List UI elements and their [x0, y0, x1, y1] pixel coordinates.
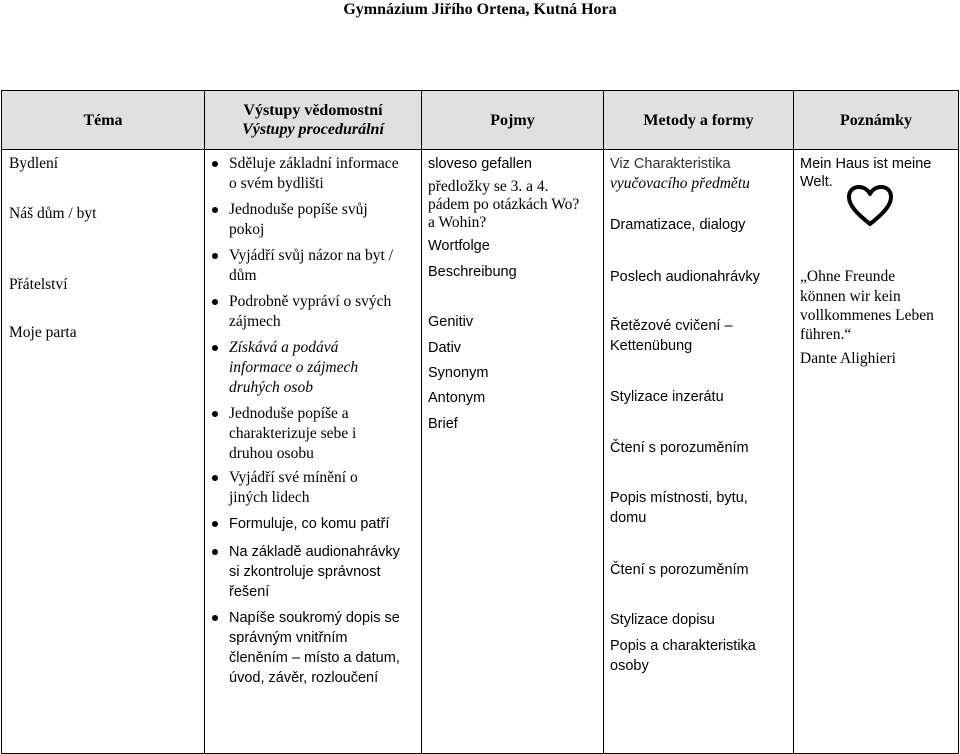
- pojem-item: Antonym: [428, 390, 486, 406]
- curriculum-table: [1, 90, 959, 754]
- pojem-item: Brief: [428, 416, 458, 432]
- header-row: [2, 91, 959, 150]
- header-metody: Metody a formy: [604, 91, 794, 150]
- bullet-icon: [212, 345, 218, 351]
- pojem-item: pádem po otázkách Wo?: [428, 196, 580, 213]
- pojem-item: a Wohin?: [428, 214, 487, 231]
- vystup-item: Jednoduše popíše a charakterizuje sebe i druhou osobu: [229, 404, 413, 464]
- tema-item: Bydlení: [9, 155, 59, 172]
- metoda-viz: Viz Charakteristika: [610, 156, 731, 172]
- metoda-viz-italic: vyučovacího předmětu: [610, 175, 750, 192]
- bullet-icon: [212, 299, 218, 305]
- pojem-item: předložky se 3. a 4.: [428, 178, 549, 195]
- bullet-icon: [212, 161, 218, 167]
- poznamka-author: Dante Alighieri: [800, 350, 896, 367]
- poznamka-line: „Ohne Freunde: [800, 268, 896, 285]
- header-pojmy: Pojmy: [422, 91, 604, 150]
- vystup-item: Jednoduše popíše svůj pokoj: [229, 200, 413, 240]
- bullet-icon: [212, 475, 218, 481]
- document-title: Gymnázium Jiřího Ortena, Kutná Hora: [343, 1, 617, 18]
- metoda-item: Kettenübung: [610, 338, 693, 354]
- poznamka-line: führen.“: [800, 326, 852, 343]
- metoda-item: Poslech audionahrávky: [610, 269, 760, 285]
- header-vystupy: [205, 91, 422, 150]
- metoda-item: osoby: [610, 658, 649, 674]
- vystup-item: Na základě audionahrávky si zkontroluje správnost řešení: [229, 542, 413, 602]
- poznamka-line: vollkommenes Leben: [800, 307, 934, 324]
- pojem-item: Synonym: [428, 365, 489, 381]
- pojem-item: Genitiv: [428, 314, 474, 330]
- pojem-item: sloveso gefallen: [428, 156, 532, 172]
- bullet-icon: [212, 549, 218, 555]
- metoda-item: Stylizace dopisu: [610, 612, 715, 628]
- poznamka-line: Mein Haus ist meine: [800, 156, 932, 172]
- bullet-icon: [212, 411, 218, 417]
- tema-item: Přátelství: [9, 276, 68, 293]
- vystup-item: Napíše soukromý dopis se správným vnitřním členěním – místo a datum, úvod, závěr, rozloučení: [229, 608, 413, 688]
- bullet-icon: [212, 253, 218, 259]
- tema-item: Náš dům / byt: [9, 205, 97, 222]
- vystup-item: Vyjádří svůj názor na byt / dům: [229, 246, 413, 286]
- metoda-item: Dramatizace, dialogy: [610, 217, 746, 233]
- bullet-icon: [212, 521, 218, 527]
- metoda-item: Čtení s porozuměním: [610, 562, 749, 578]
- tema-item: Moje parta: [9, 324, 77, 341]
- pojmy-cell: [422, 150, 604, 754]
- bullet-icon: [212, 615, 218, 621]
- metoda-item: Řetězové cvičení –: [610, 318, 733, 334]
- vystupy-cell: [205, 150, 422, 754]
- poznamka-line: können wir kein: [800, 288, 901, 305]
- bullet-icon: [212, 207, 218, 213]
- tema-cell: [2, 150, 205, 754]
- header-vystupy-vedomostni: Výstupy vědomostní: [243, 102, 383, 119]
- pojem-item: Beschreibung: [428, 264, 517, 280]
- header-vystupy-proceduralni: Výstupy procedurální: [242, 121, 384, 138]
- vystup-item: Získává a podává informace o zájmech druhých osob: [229, 338, 413, 398]
- metoda-item: domu: [610, 510, 647, 526]
- metoda-item: Čtení s porozuměním: [610, 440, 749, 456]
- header-tema: Téma: [2, 91, 205, 150]
- poznamka-line: Welt.: [800, 174, 833, 190]
- poznamky-cell: [794, 150, 959, 754]
- vystup-item: Vyjádří své mínění o jiných lidech: [229, 468, 413, 508]
- metoda-item: Popis místnosti, bytu,: [610, 490, 748, 506]
- vystup-item: Sděluje základní informace o svém bydlišti: [229, 154, 413, 194]
- vystup-item: Podrobně vypráví o svých zájmech: [229, 292, 413, 332]
- vystup-item: Formuluje, co komu patří: [229, 514, 413, 534]
- content-row: [2, 150, 959, 754]
- metody-cell: [604, 150, 794, 754]
- pojem-item: Dativ: [428, 340, 462, 356]
- header-poznamky: Poznámky: [794, 91, 959, 150]
- pojem-item: Wortfolge: [428, 238, 490, 254]
- heart-outline-icon: [846, 184, 894, 228]
- metoda-item: Popis a charakteristika: [610, 638, 756, 654]
- metoda-item: Stylizace inzerátu: [610, 389, 724, 405]
